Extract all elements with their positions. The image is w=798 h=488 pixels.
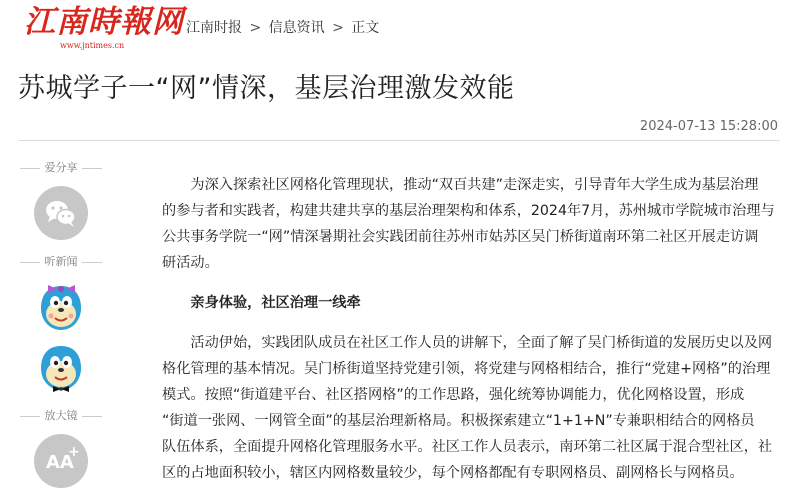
breadcrumb-current: 正文 bbox=[351, 20, 380, 36]
text-line: 活动伊始，实践团队成员在社区工作人员的讲解下，全面了解了吴门桥街道的发展历史以及网 bbox=[190, 335, 773, 351]
article-title: 苏城学子一“网”情深，基层治理激发效能 bbox=[18, 73, 515, 104]
font-zoom-icon: AA bbox=[46, 452, 74, 473]
breadcrumb-separator: > bbox=[332, 20, 344, 36]
logo-text: 江南時報网 bbox=[24, 4, 184, 40]
title-divider bbox=[18, 140, 780, 141]
breadcrumb-home[interactable]: 江南时报 bbox=[186, 20, 242, 36]
reader-female-avatar-button[interactable] bbox=[33, 278, 89, 334]
text-line: 为深入探索社区网格化管理现状，推动“双百共建”走深走实，引导青年大学生成为基层治理 bbox=[190, 177, 759, 193]
text-line: 队伍体系，全面提升网格化管理服务水平。社区工作人员表示，南环第二社区属于混合型社区，社 bbox=[162, 439, 773, 455]
reader-male-avatar bbox=[33, 340, 89, 396]
reader-female-avatar bbox=[33, 278, 89, 334]
article-body bbox=[162, 172, 792, 486]
share-label: 爱分享 bbox=[18, 160, 104, 176]
paragraph-2 bbox=[162, 330, 792, 486]
text-line: 格化管理的基本情况。吴门桥街道坚持党建引领，将党建与网格相结合，推行“党建+网格”的治理 bbox=[162, 361, 771, 377]
text-line: 的参与者和实践者，构建共建共享的基层治理架构和体系，2024年7月，苏州城市学院城市治理与 bbox=[162, 203, 775, 219]
text-line: “街道一张网、一网管全面”的基层治理新格局。积极探索建立“1+1+N”专兼职相结合的网格员 bbox=[162, 413, 755, 429]
breadcrumb-separator: > bbox=[249, 20, 262, 36]
site-logo[interactable] bbox=[24, 4, 184, 52]
breadcrumb-section[interactable]: 信息资讯 bbox=[268, 20, 325, 36]
section-subheading: 亲身体验，社区治理一线牵 bbox=[190, 295, 361, 311]
plus-icon: + bbox=[68, 444, 80, 460]
text-line: 研活动。 bbox=[162, 255, 219, 271]
text-line: 模式。按照“街道建平台、社区搭网格”的工作思路，强化统筹协调能力，优化网格设置，形成 bbox=[162, 387, 745, 403]
breadcrumb bbox=[186, 17, 379, 37]
tool-sidebar bbox=[18, 160, 104, 488]
site-header bbox=[0, 0, 798, 56]
text-line: 区的占地面积较小，辖区内网格数量较少，每个网格都配有专职网格员、副网格长与网格员。 bbox=[162, 465, 744, 481]
zoom-label: 放大镜 bbox=[18, 408, 104, 424]
wechat-icon bbox=[34, 186, 88, 240]
publish-date: 2024-07-13 15:28:00 bbox=[639, 119, 778, 134]
text-line: 公共事务学院一“网”情深暑期社会实践团前往苏州市姑苏区吴门桥街道南环第二社区开展走访调 bbox=[162, 229, 759, 245]
listen-label: 听新闻 bbox=[18, 254, 104, 270]
font-zoom-button[interactable] bbox=[34, 434, 88, 488]
wechat-share-button[interactable] bbox=[34, 186, 88, 240]
reader-male-avatar-button[interactable] bbox=[33, 340, 89, 396]
logo-url: www.jntimes.cn bbox=[60, 41, 125, 50]
paragraph-1 bbox=[162, 172, 792, 276]
